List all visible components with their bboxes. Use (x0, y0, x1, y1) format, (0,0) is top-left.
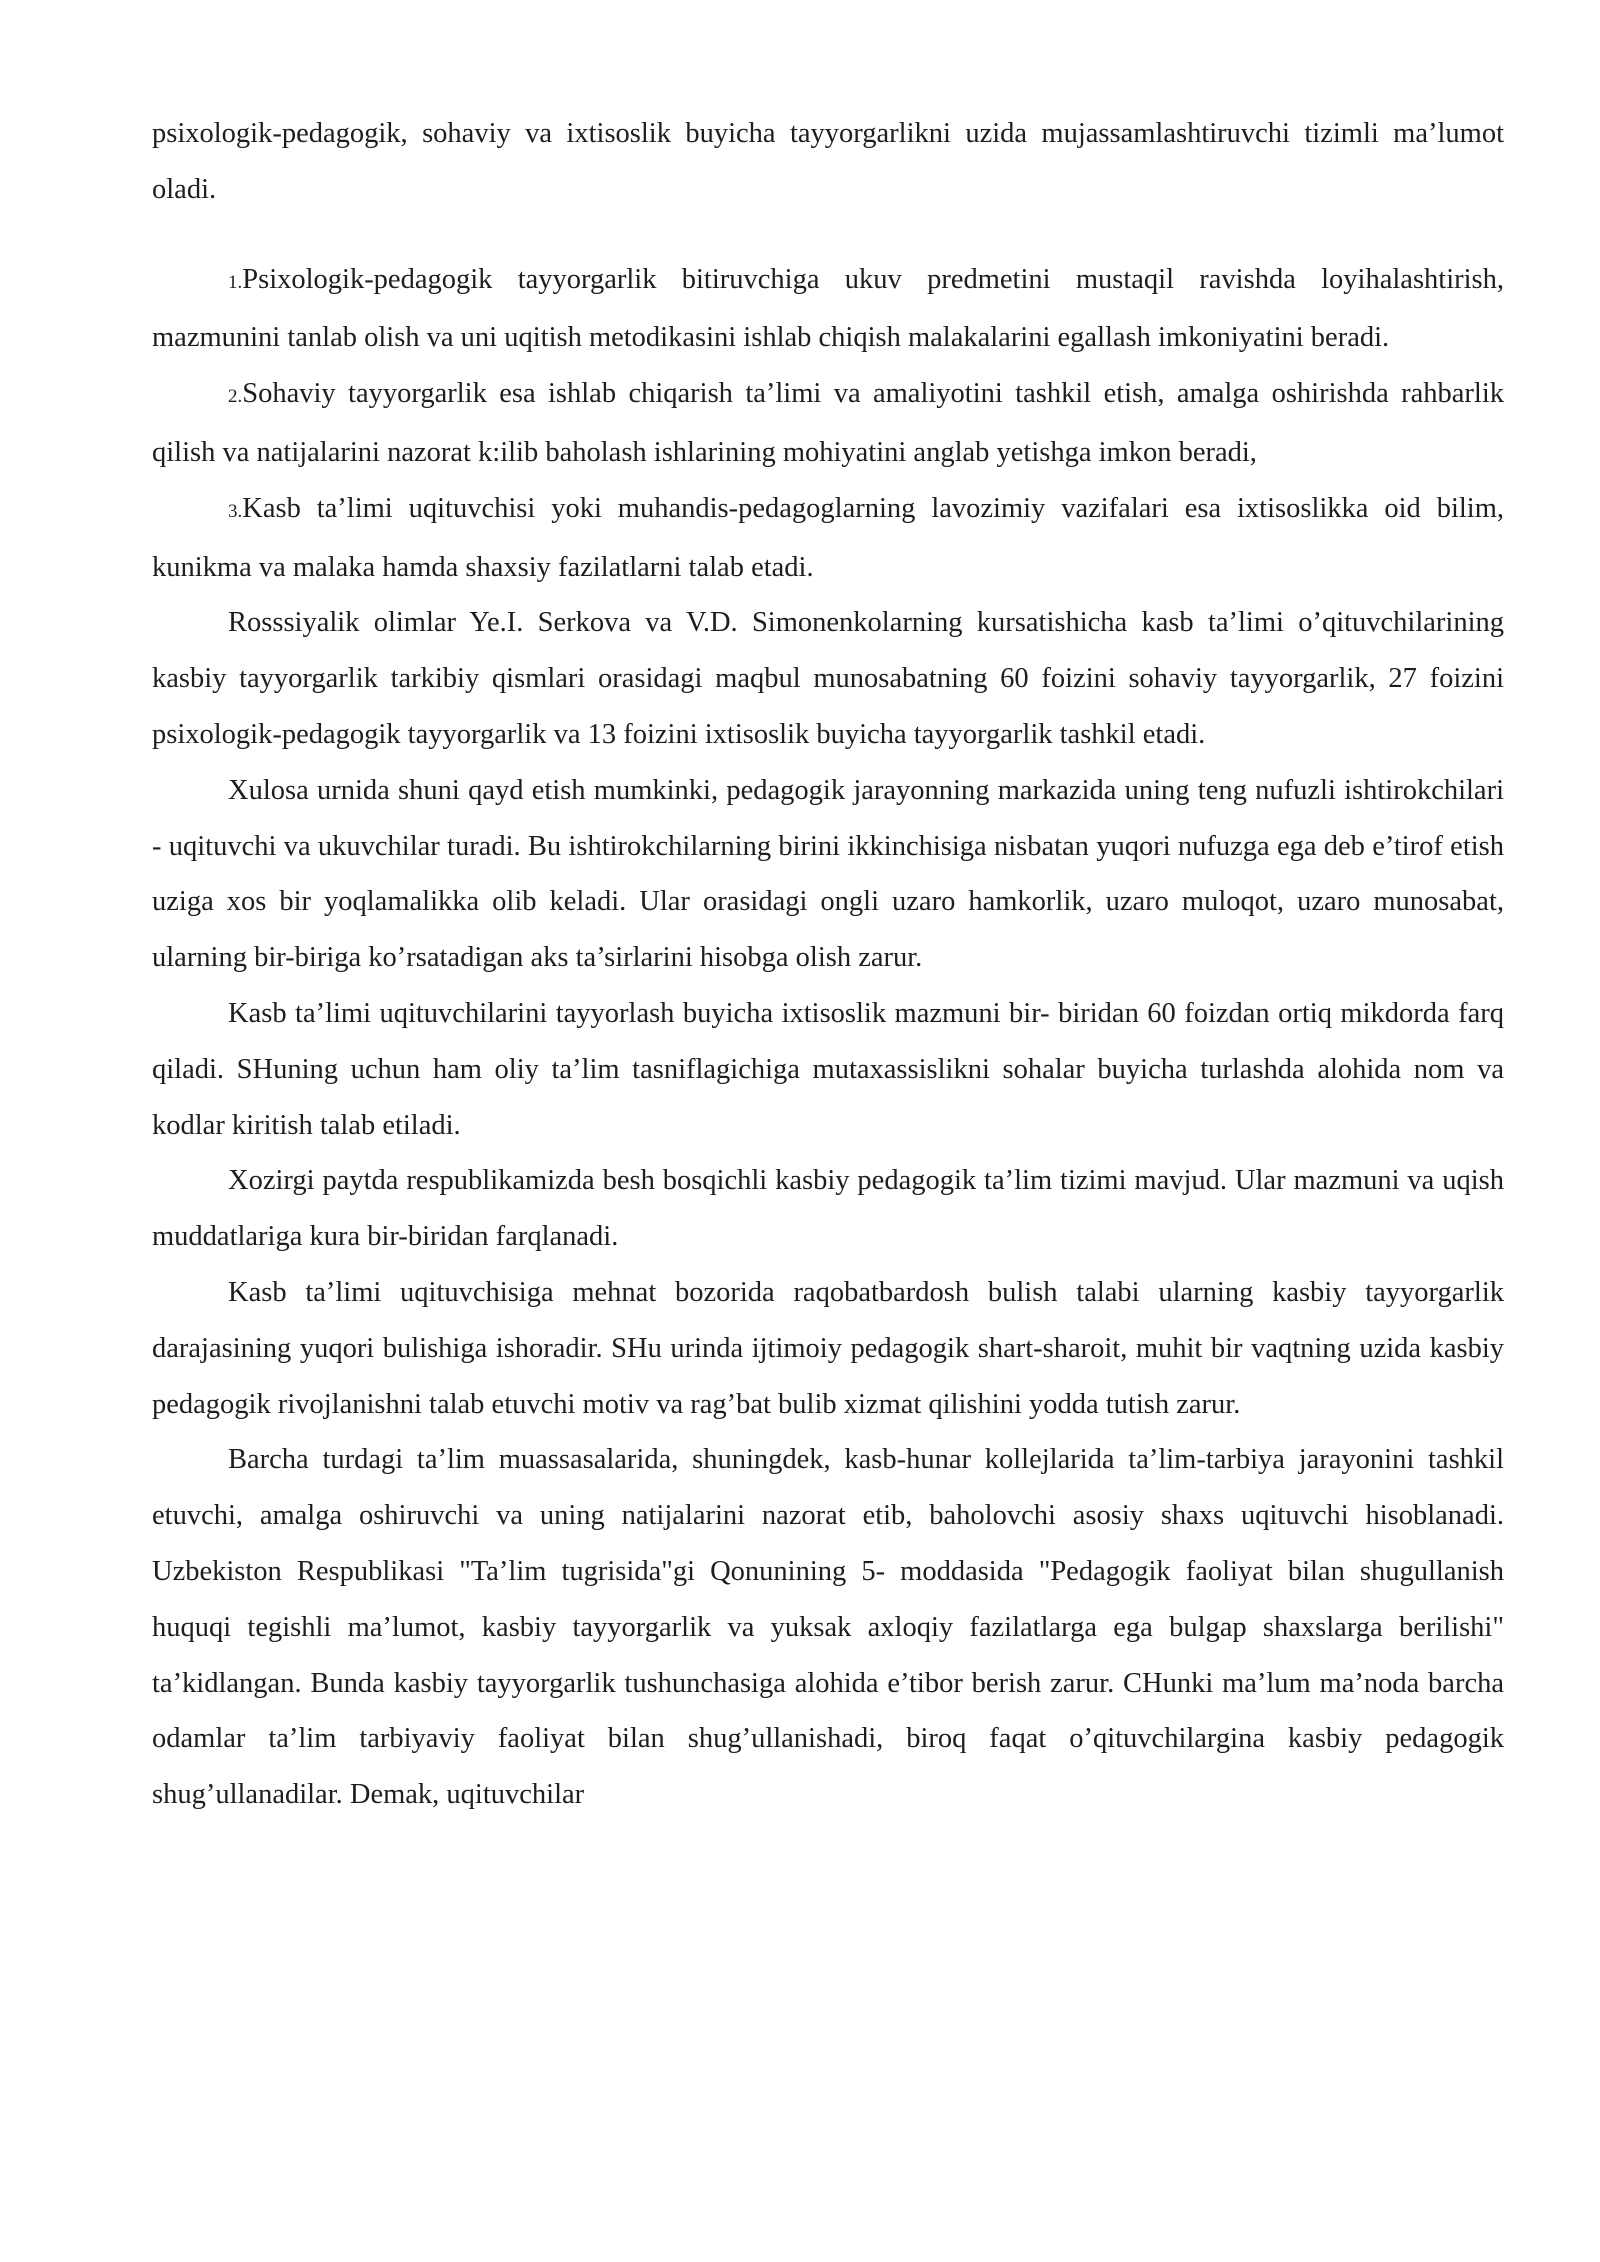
list-number: 2. (228, 386, 243, 408)
body-paragraph: Barcha turdagi ta’lim muassasalarida, shuningdek, kasb-hunar kollejlarida ta’lim-tarbiya jarayonini tashkil etuvchi, amalga oshiruvchi va uning natijalarini nazorat etib, baholovchi asosiy shaxs uqituvchi hisoblanadi. Uzbekiston Respublikasi "Ta’lim tugrisida"gi Qonunining 5- moddasida "Pedagogik faoliyat bilan shugullanish huquqi tegishli ma’lumot, kasbiy tayyorgarlik va yuksak axloqiy fazilatlarga ega bulgap shaxslarga berilishi" ta’kidlangan. Bunda kasbiy tayyorgarlik tushunchasiga alohida e’tibor berish zarur. CHunki ma’lum ma’noda barcha odamlar ta’lim tarbiyaviy faoliyat bilan shug’ullanishadi, biroq faqat o’qituvchilargina kasbiy pedagogik shug’ullanadilar. Demak, uqituvchilar (152, 1444, 1504, 1811)
list-item-3 (152, 481, 1504, 596)
body-paragraph: Kasb ta’limi uqituvchisiga mehnat bozorida raqobatbardosh bulish talabi ularning kasbiy tayyorgarlik darajasining yuqori bulishiga ishoradir. SHu urinda ijtimoiy pedagogik shart-sharoit, muhit bir vaqtning uzida kasbiy pedagogik rivojlanishni talab etuvchi motiv va rag’bat bulib xizmat qilishini yodda tutish zarur. (152, 1276, 1504, 1420)
body-paragraph: Kasb ta’limi uqituvchilarini tayyorlash buyicha ixtisoslik mazmuni bir- biridan 60 foizdan ortiq mikdorda farq qiladi. SHuning uchun ham oliy ta’lim tasniflagichiga mutaxassislikni sohalar buyicha turlashda alohida nom va kodlar kiritish talab etiladi. (152, 997, 1504, 1141)
body-paragraph: Xozirgi paytda respublikamizda besh bosqichli kasbiy pedagogik ta’lim tizimi mavjud. Ular mazmuni va uqish muddatlariga kura bir-biridan farqlanadi. (152, 1165, 1504, 1253)
list-item-text: Psixologik-pedagogik tayyorgarlik bitiruvchiga ukuv predmetini mustaqil ravishda loyihalashtirish, mazmunini tanlab olish va uni uqitish metodikasini ishlab chiqish malakalarini egallash imkoniyatini beradi. (152, 263, 1504, 354)
body-paragraph: Rosssiyalik olimlar Ye.I. Serkova va V.D. Simonenkolarning kursatishicha kasb ta’limi o’qituvchilarining kasbiy tayyorgarlik tarkibiy qismlari orasidagi maqbul munosabatning 60 foizini sohaviy tayyorgarlik, 27 foizini psixologik-pedagogik tayyorgarlik va 13 foizini ixtisoslik buyicha tayyorgarlik tashkil etadi. (152, 607, 1504, 750)
list-number: 3. (228, 500, 243, 522)
list-item-1 (152, 252, 1504, 367)
list-item-2 (152, 366, 1504, 481)
intro-paragraph: psixologik-pedagogik, sohaviy va ixtisoslik buyicha tayyorgarlikni uzida mujassamlashtiruvchi tizimli ma’lumot oladi. (152, 118, 1504, 205)
document-page (152, 106, 1504, 1823)
list-item-text: Sohaviy tayyorgarlik esa ishlab chiqarish ta’limi va amaliyotini tashkil etish, amalga oshirishda rahbarlik qilish va natijalarini nazorat k:ilib baholash ishlarining mohiyatini anglab yetishga imkon beradi, (152, 378, 1504, 468)
paragraph-gap (152, 218, 1504, 252)
list-number: 1. (228, 271, 243, 293)
list-item-text: Kasb ta’limi uqituvchisi yoki muhandis-pedagoglarning lavozimiy vazifalari esa ixtisoslikka oid bilim, kunikma va malaka hamda shaxsiy fazilatlarni talab etadi. (152, 492, 1504, 583)
body-paragraph: Xulosa urnida shuni qayd etish mumkinki, pedagogik jarayonning markazida uning teng nufuzli ishtirokchilari - uqituvchi va ukuvchilar turadi. Bu ishtirokchilarning birini ikkinchisiga nisbatan yuqori nufuzga ega deb e’tirof etish uziga xos bir yoqlamalikka olib keladi. Ular orasidagi ongli uzaro hamkorlik, uzaro muloqot, uzaro munosabat, ularning bir-biriga ko’rsatadigan aks ta’sirlarini hisobga olish zarur. (152, 774, 1504, 974)
